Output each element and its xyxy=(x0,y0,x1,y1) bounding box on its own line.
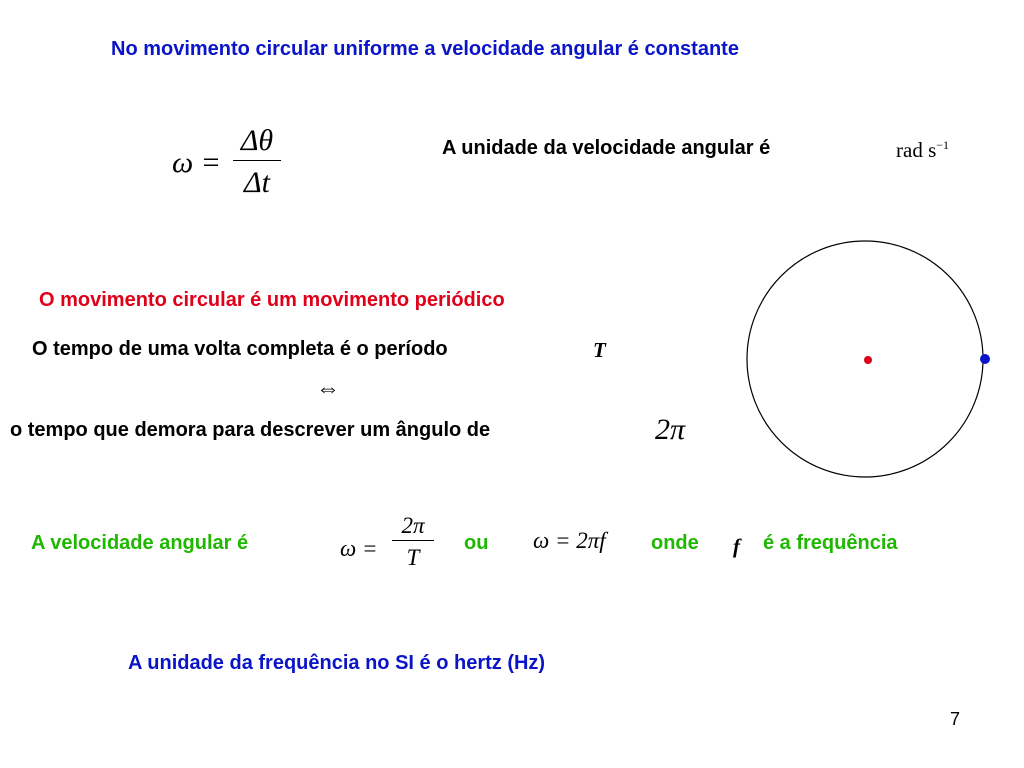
period-text: O tempo de uma volta completa é o período xyxy=(32,338,448,360)
unit-exponent: −1 xyxy=(936,138,950,152)
unit-text: A unidade da velocidade angular é xyxy=(442,137,771,159)
angle-text: o tempo que demora para descrever um ângulo de xyxy=(10,419,491,441)
freq-symbol: f xyxy=(733,534,740,558)
center-dot xyxy=(864,356,872,364)
unit-base: rad s xyxy=(896,138,937,162)
page-number: 7 xyxy=(950,709,961,729)
freq-text: é a frequência xyxy=(763,532,898,554)
formula2-numerator: 2π xyxy=(401,513,425,538)
formula3: ω = 2πf xyxy=(533,528,606,553)
formula-omega-fraction xyxy=(233,122,281,205)
angle-value: 2π xyxy=(655,413,686,446)
where-text: onde xyxy=(651,532,699,554)
formula2-lhs: ω = xyxy=(340,536,378,561)
period-symbol: T xyxy=(593,338,606,362)
angular-velocity-text: A velocidade angular é xyxy=(31,532,249,554)
or-text: ou xyxy=(464,532,489,554)
equivalence-symbol: ⇔ xyxy=(316,375,340,402)
moving-particle xyxy=(980,354,990,364)
si-unit-text: A unidade da frequência no SI é o hertz (Hz) xyxy=(128,652,546,674)
unit-formula xyxy=(896,138,949,163)
formula-omega-numerator: Δθ xyxy=(240,124,274,157)
formula-omega-denominator: Δt xyxy=(244,166,270,199)
formula-omega-lhs: ω = xyxy=(172,146,221,179)
formula2-fraction xyxy=(392,512,434,575)
periodic-text: O movimento circular é um movimento periódico xyxy=(39,289,505,311)
slide-title: No movimento circular uniforme a velocidade angular é constante xyxy=(111,38,739,60)
circle-diagram xyxy=(745,238,995,488)
formula2-denominator: T xyxy=(406,545,420,570)
